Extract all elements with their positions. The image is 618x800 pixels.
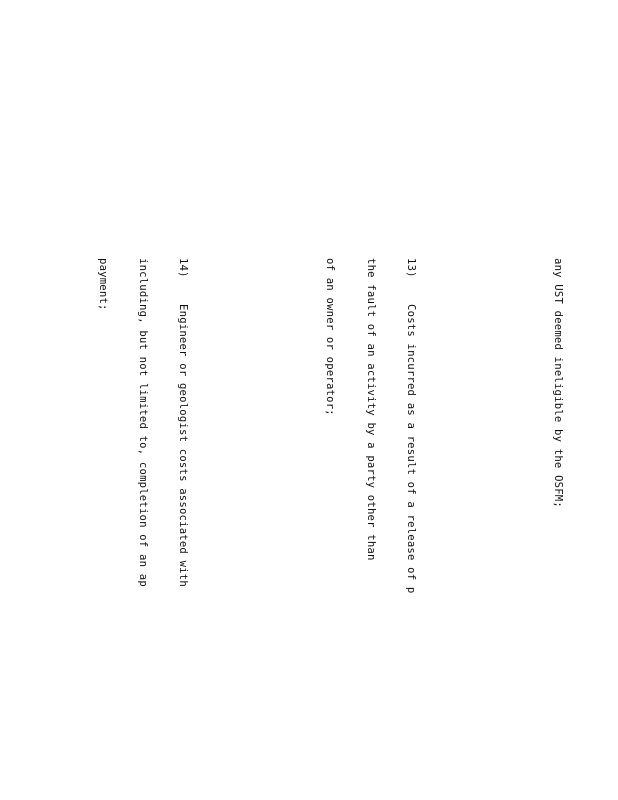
text-line: including, but not limited to, completion of an ap xyxy=(136,258,149,587)
paragraph-13 xyxy=(296,258,443,800)
text-line: 13) Costs incurred as a result of a release of p xyxy=(404,258,417,594)
text-line: the fault of an activity by a party other than xyxy=(364,258,377,561)
text-line: payment; xyxy=(96,258,109,311)
rotated-text-block xyxy=(98,258,618,800)
paragraph-14 xyxy=(68,258,215,800)
paragraph-gap xyxy=(256,258,269,800)
paragraph-top xyxy=(524,258,591,800)
text-line: any UST deemed ineligible by the OSFM; xyxy=(552,258,565,508)
paragraph-gap xyxy=(28,258,41,800)
text-line: of an owner or operator; xyxy=(324,258,337,416)
text-line: 14) Engineer or geologist costs associated with xyxy=(177,258,190,587)
paragraph-gap xyxy=(484,258,497,800)
